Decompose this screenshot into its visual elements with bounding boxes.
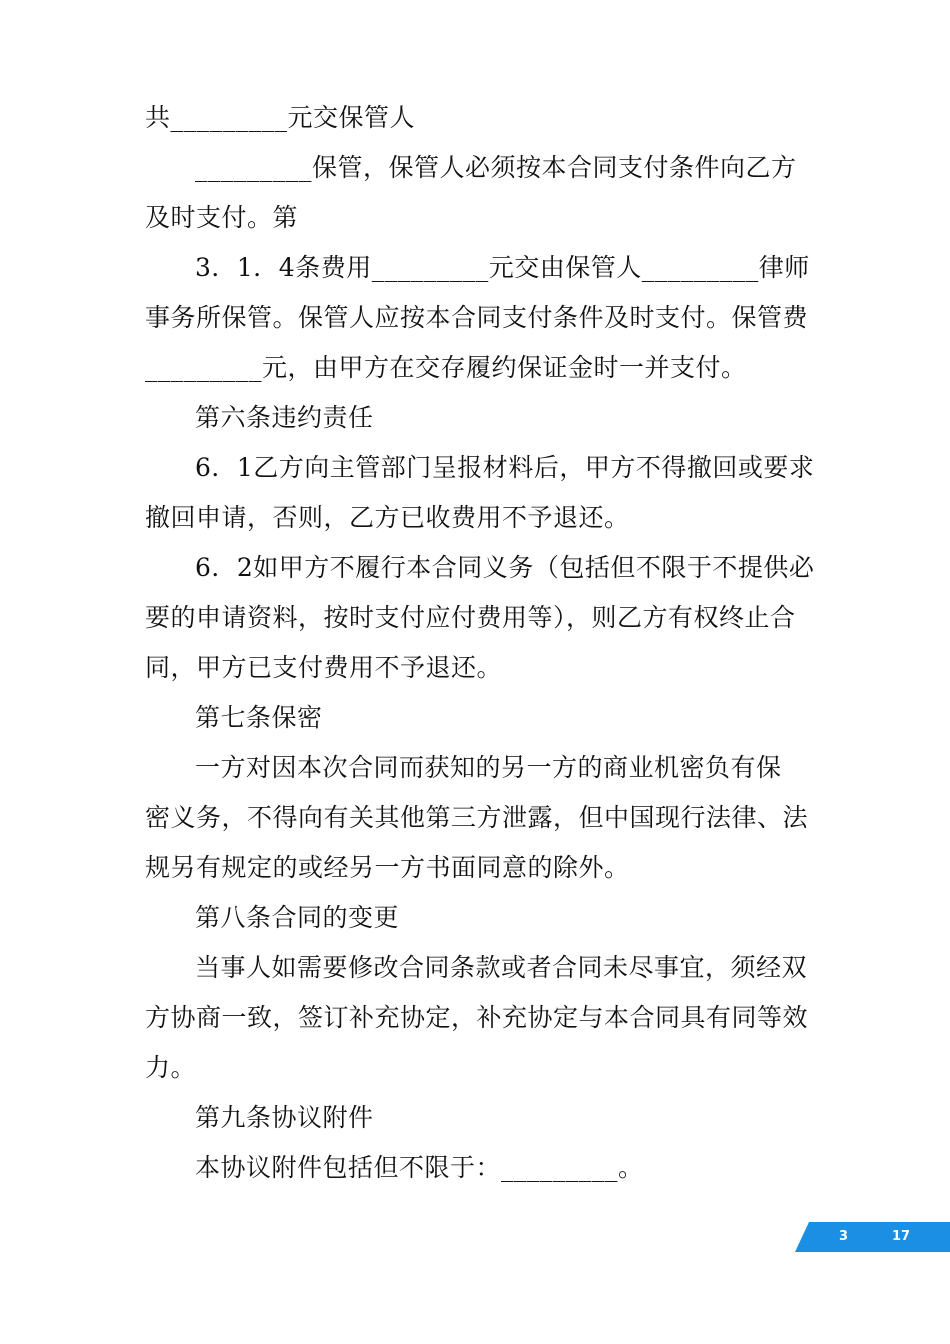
page-indicator [795,1222,950,1252]
text-line: 共_________元交保管人 [145,103,416,132]
text-line: 当事人如需要修改合同条款或者合同未尽事宜，须经双 [195,953,808,982]
text-line: 撤回申请，否则，乙方已收费用不予退还。 [145,503,630,532]
section-heading: 第九条协议附件 [195,1103,374,1132]
text-line: 及时支付。第 [145,203,299,232]
text-line: 密义务，不得向有关其他第三方泄露，但中国现行法律、法 [145,803,809,832]
current-page-number: 3 [839,1229,849,1244]
text-line: 3．1．4条费用_________元交由保管人_________律师 [195,253,810,282]
text-line: 事务所保管。保管人应按本合同支付条件及时支付。保管费 [145,303,809,332]
text-line: 力。 [145,1053,197,1082]
section-heading: 第七条保密 [195,703,323,732]
page-badge-shape [795,1222,950,1252]
text-line: 一方对因本次合同而获知的另一方的商业机密负有保 [195,753,782,782]
text-line: 规另有规定的或经另一方书面同意的除外。 [145,853,630,882]
text-line: 要的申请资料，按时支付应付费用等），则乙方有权终止合 [145,603,796,632]
section-heading: 第八条合同的变更 [195,903,400,932]
text-line: 方协商一致，签订补充协定，补充协定与本合同具有同等效 [145,1003,809,1032]
total-pages-number: 17 [892,1229,911,1244]
section-heading: 第六条违约责任 [195,403,374,432]
text-line: _________保管，保管人必须按本合同支付条件向乙方 [195,153,797,182]
text-line: 本协议附件包括但不限于：_________。 [195,1153,644,1182]
text-line: 6．2如甲方不履行本合同义务（包括但不限于不提供必 [195,553,815,582]
text-line: 同，甲方已支付费用不予退还。 [145,653,503,682]
text-line: _________元，由甲方在交存履约保证金时一并支付。 [145,353,747,382]
text-line: 6．1乙方向主管部门呈报材料后，甲方不得撤回或要求 [195,453,815,482]
